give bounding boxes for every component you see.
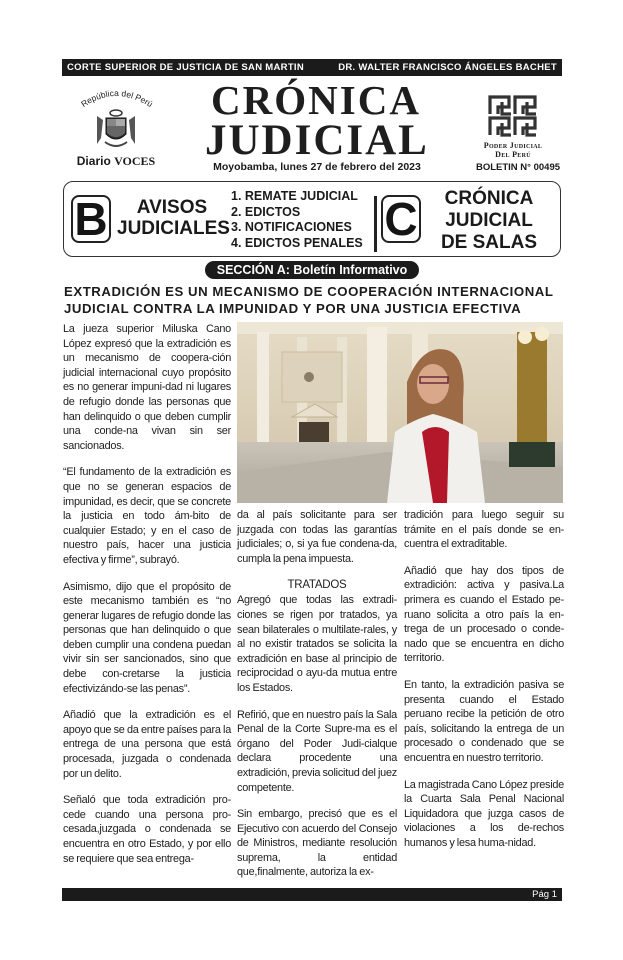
article-paragraph: Señaló que toda extradición pro-cede cuando una persona pro-cesada,juzgada o condenada se encuentra en otro Estado, y por ello se requiere que sea entrega- [63, 794, 231, 865]
section-c-title-line-3: DE SALAS [440, 232, 538, 253]
court-name: CORTE SUPERIOR DE JUSTICIA DE SAN MARTIN [67, 62, 305, 73]
diario-voces-label [66, 154, 166, 169]
article-column-2 [237, 508, 397, 880]
section-b-item: 2. EDICTOS [231, 204, 301, 219]
article-paragraph: Añadió que hay dos tipos de extradición: activa y pasiva.La primera es cuando el Estado pe-ruano solicita a otro país la en-trega de un procesado o conde-nado que se encuentra en dicho territorio. [404, 564, 564, 665]
peru-coat-of-arms-icon [93, 108, 139, 150]
article-photo [237, 322, 563, 503]
dateline: Moyobamba, lunes 27 de febrero del 2023 [213, 161, 421, 173]
poder-judicial-block [474, 90, 568, 175]
masthead-line-2: JUDICIAL [205, 117, 429, 164]
article-paragraph: Asimismo, dijo que el propósito de este mecanismo también es “no generar lugares de refugio donde las personas que han delinquido o que deben cumplir una condena puedan vivir sin ser sancionados, sino que debe con-cretarse la justicia efectivizándo-se las penas”. [63, 580, 231, 695]
diario-prefix: Diario [76, 154, 111, 168]
section-b-letter: B [71, 195, 111, 243]
article-column-3 [404, 508, 564, 850]
article-paragraph: Refirió, que en nuestro país la Sala Penal de la Corte Supre-ma es el órgano del Poder Judi-cialque declara procedente una extradición, previa solicitud del juez competente. [237, 708, 397, 794]
poder-judicial-logo-icon [487, 94, 539, 138]
section-b-item: 4. EDICTOS PENALES [231, 235, 363, 250]
section-b-item: 3. NOTIFICACIONES [231, 220, 352, 234]
section-label: SECCIÓN A: Boletín Informativo [205, 261, 419, 279]
masthead-title [205, 77, 429, 164]
article-headline [64, 283, 564, 317]
article-column-1 [63, 322, 231, 866]
article-paragraph: Sin embargo, precisó que es el Ejecutivo con acuerdo del Consejo de Ministros, mediante resolución suprema, la entidad que,finalmente, autoriza la ex- [237, 808, 397, 879]
footer-bar [62, 888, 562, 901]
headline-line-2: JUDICIAL CONTRA LA IMPUNIDAD Y POR UNA JUSTICIA EFECTIVA [64, 301, 522, 316]
article-paragraph: “El fundamento de la extradición es que no se generan espacios de impunidad, es decir, que se concrete la justicia en todo ám-bito de cualquier Estado; y en el caso de nuestro país, hacer una justicia efectiva y firme”, subrayó. [63, 466, 231, 566]
section-c-title [429, 188, 549, 254]
section-b-items [231, 189, 363, 251]
section-divider [374, 196, 377, 252]
institution-line-1: Poder Judicial [483, 141, 543, 150]
section-c-title-line-2: JUDICIAL [445, 210, 533, 231]
article-paragraph: Agregó que todas las extradi-ciones se rigen por tratados, ya sean bilaterales o multilate-rales, y al no existir tratados se solicita la extradición en base al principio de reciprocidad o ayu-da mutua entre los Estados. [237, 594, 397, 694]
section-b-title [117, 197, 230, 239]
subheading-tratados: TRATADOS [287, 579, 347, 592]
president-name: DR. WALTER FRANCISCO ÁNGELES BACHET [338, 62, 557, 73]
svg-text:República del Perú: República del Perú [79, 88, 155, 110]
article-paragraph: tradición para luego seguir su trámite en el país donde se en-cuentra el extraditable. [404, 509, 564, 551]
diario-voces-emblem [66, 88, 166, 173]
article-paragraph: da al país solicitante para ser juzgada con todas las garantías judiciales; o, si ya fue condena-da, cumpla la pena impuesta. [237, 509, 397, 565]
page-number: Pág 1 [532, 889, 557, 900]
headline-line-1: EXTRADICIÓN ES UN MECANISMO DE COOPERACIÓN INTERNACIONAL [64, 284, 554, 299]
article-paragraph: La jueza superior Miluska Cano López expresó que la extradición es un mecanismo de coopera-ción judicial internacional cuyo propósito es no generar impuni-dad ni lugares de refugio donde las personas que han delinquido o que deben cumplir una conde-na vivan sin ser sancionados. [63, 323, 231, 452]
section-c-letter: C [381, 195, 421, 243]
diario-name: VOCES [114, 154, 156, 168]
article-paragraph: En tanto, la extradición pasiva se presenta cuando el Estado peruano recibe la petición de otro país, solicitando la entrega de un procesado o condenado que se encuentra en nuestro territorio. [404, 678, 564, 764]
judge-portrait-photo [237, 322, 563, 503]
masthead-line-1: CRÓNICA [211, 77, 421, 123]
institution-name [474, 141, 552, 159]
section-b-item: 1. REMATE JUDICIAL [231, 189, 358, 203]
bulletin-number: BOLETIN N° 00495 [475, 162, 561, 173]
institution-line-2: Del Perú [495, 150, 531, 159]
article-paragraph: Añadió que la extradición es el apoyo que se da entre países para la entrega de una persona que está procesada, juzgada o condenada por un delito. [63, 709, 231, 780]
section-b-title-line-2: JUDICIALES [117, 218, 230, 239]
sections-index-box [63, 181, 561, 257]
article-paragraph: La magistrada Cano López preside la Cuarta Sala Penal Nacional Liquidadora que juzga casos de violaciones a los de-rechos humanos y lesa huma-nidad. [404, 778, 564, 849]
section-b-title-line-1: AVISOS [136, 197, 208, 218]
section-c-title-line-1: CRÓNICA [444, 188, 534, 209]
top-banner [62, 59, 562, 76]
